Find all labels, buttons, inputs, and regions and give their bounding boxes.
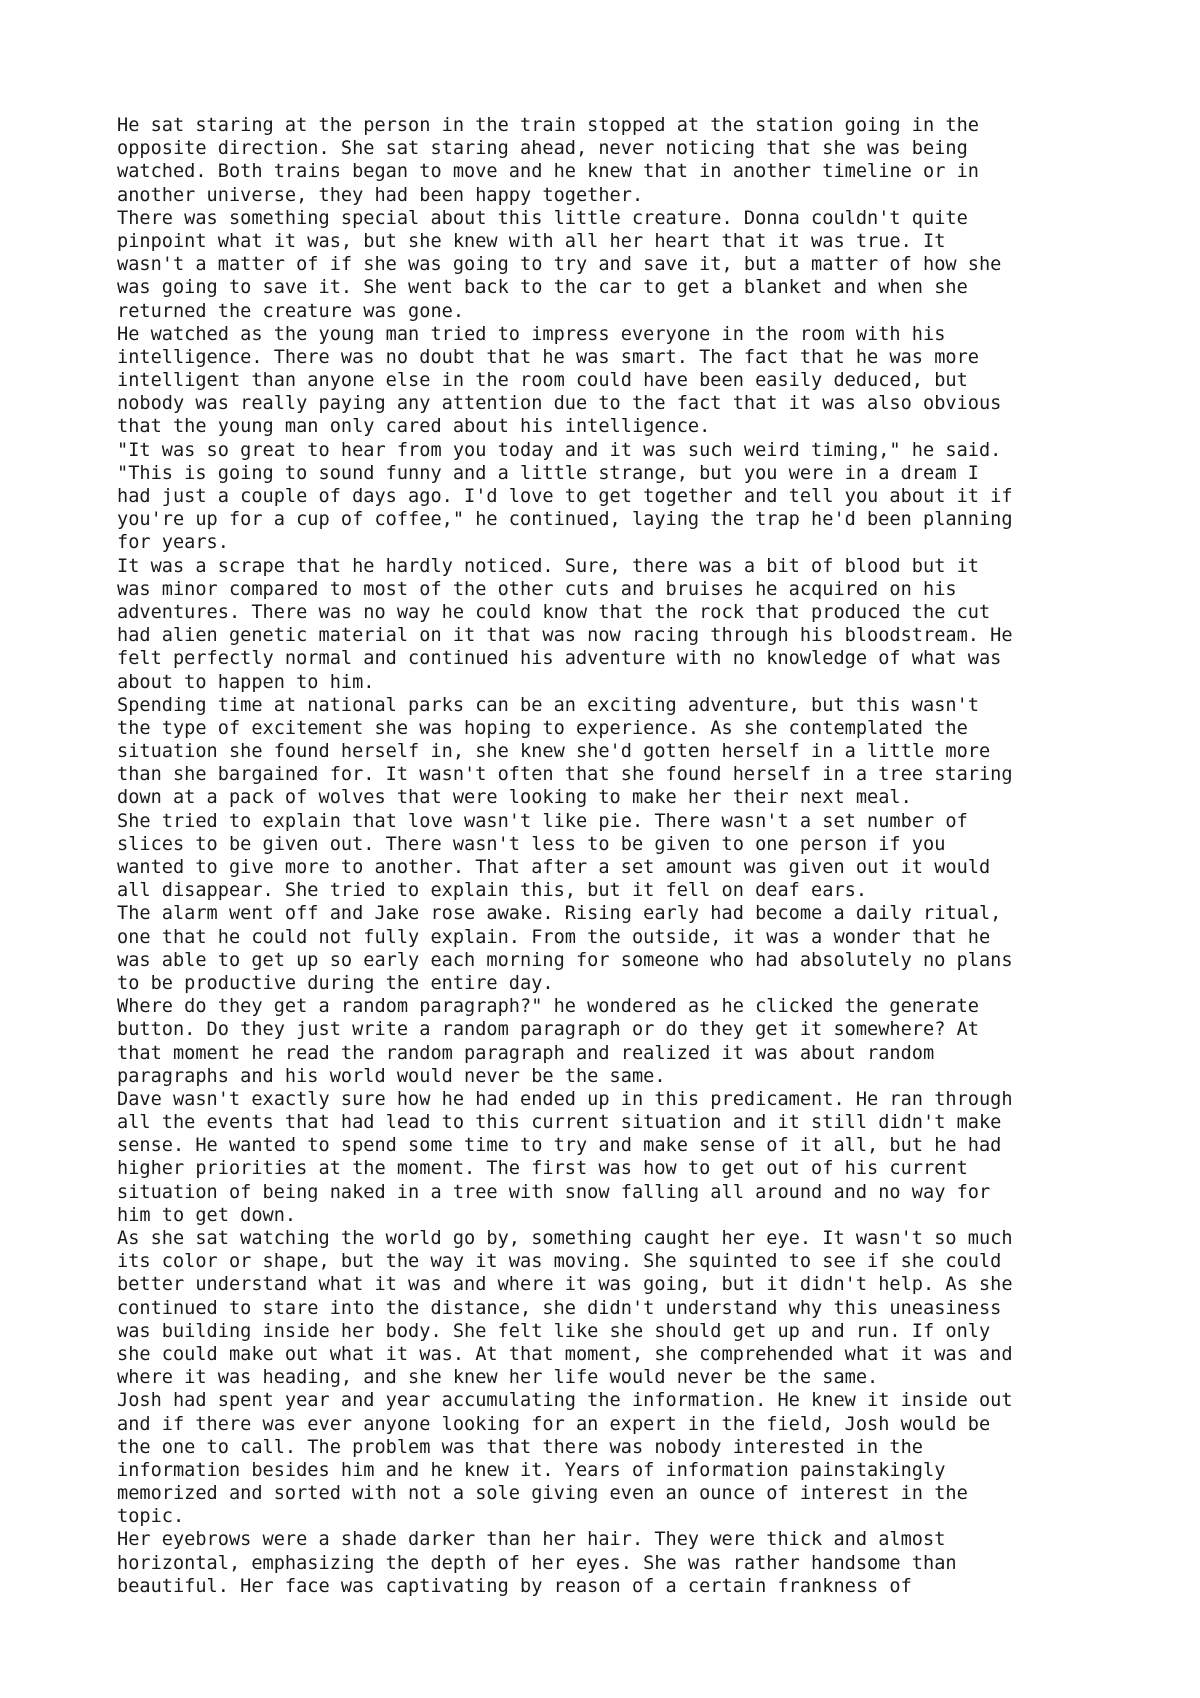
text-line: watched. Both trains began to move and he knew that in another timeline or in bbox=[117, 161, 979, 183]
text-line: continued to stare into the distance, she didn't understand why this uneasiness bbox=[117, 1297, 1002, 1319]
text-line: for years. bbox=[117, 532, 229, 554]
text-line: horizontal, emphasizing the depth of her eyes. She was rather handsome than bbox=[117, 1552, 957, 1574]
text-line: wasn't a matter of if she was going to try and save it, but a matter of how she bbox=[117, 254, 1002, 276]
text-line: than she bargained for. It wasn't often that she found herself in a tree staring bbox=[117, 764, 1013, 786]
text-line: where it was heading, and she knew her life would never be the same. bbox=[117, 1367, 879, 1389]
text-line: It was a scrape that he hardly noticed. Sure, there was a bit of blood but it bbox=[117, 555, 979, 577]
text-line: that moment he read the random paragraph and realized it was about random bbox=[117, 1042, 935, 1064]
text-line: "This is going to sound funny and a little strange, but you were in a dream I bbox=[117, 462, 979, 484]
text-line: one that he could not fully explain. From the outside, it was a wonder that he bbox=[117, 926, 991, 948]
document-text bbox=[117, 114, 1117, 1598]
text-line: all disappear. She tried to explain this, but it fell on deaf ears. bbox=[117, 880, 868, 902]
text-line: intelligence. There was no doubt that he was smart. The fact that he was more bbox=[117, 346, 979, 368]
text-line: opposite direction. She sat staring ahead, never noticing that she was being bbox=[117, 138, 968, 160]
text-line: He watched as the young man tried to impress everyone in the room with his bbox=[117, 323, 946, 345]
text-line: to be productive during the entire day. bbox=[117, 972, 554, 994]
text-line: Her eyebrows were a shade darker than her hair. They were thick and almost bbox=[117, 1529, 946, 1551]
text-line: that the young man only cared about his intelligence. bbox=[117, 416, 711, 438]
text-line: was building inside her body. She felt like she should get up and run. If only bbox=[117, 1320, 991, 1342]
text-line: information besides him and he knew it. Years of information painstakingly bbox=[117, 1459, 946, 1481]
text-line: returned the creature was gone. bbox=[117, 300, 465, 322]
text-line: down at a pack of wolves that were looking to make her their next meal. bbox=[117, 787, 912, 809]
text-line: paragraphs and his world would never be the same. bbox=[117, 1065, 666, 1087]
text-line: Spending time at national parks can be an exciting adventure, but this wasn't bbox=[117, 694, 979, 716]
text-line: button. Do they just write a random paragraph or do they get it somewhere? At bbox=[117, 1019, 979, 1041]
text-line: all the events that had lead to this current situation and it still didn't make bbox=[117, 1112, 1002, 1134]
text-line: the type of excitement she was hoping to experience. As she contemplated the bbox=[117, 717, 968, 739]
text-line: him to get down. bbox=[117, 1204, 297, 1226]
text-line: adventures. There was no way he could know that the rock that produced the cut bbox=[117, 601, 991, 623]
text-line: memorized and sorted with not a sole giving even an ounce of interest in the bbox=[117, 1483, 968, 1505]
text-line: topic. bbox=[117, 1506, 185, 1528]
text-line: was minor compared to most of the other cuts and bruises he acquired on his bbox=[117, 578, 957, 600]
text-line: The alarm went off and Jake rose awake. Rising early had become a daily ritual, bbox=[117, 903, 1002, 925]
text-line: As she sat watching the world go by, something caught her eye. It wasn't so much bbox=[117, 1228, 1013, 1249]
text-line: its color or shape, but the way it was moving. She squinted to see if she could bbox=[117, 1251, 1002, 1273]
text-line: She tried to explain that love wasn't like pie. There wasn't a set number of bbox=[117, 810, 968, 832]
text-line: Josh had spent year and year accumulating the information. He knew it inside out bbox=[117, 1390, 1013, 1412]
text-line: situation she found herself in, she knew she'd gotten herself in a little more bbox=[117, 741, 991, 763]
text-line: pinpoint what it was, but she knew with all her heart that it was true. It bbox=[117, 230, 946, 252]
text-line: higher priorities at the moment. The first was how to get out of his current bbox=[117, 1158, 968, 1180]
text-line: was going to save it. She went back to the car to get a blanket and when she bbox=[117, 277, 968, 299]
text-line: situation of being naked in a tree with snow falling all around and no way for bbox=[117, 1181, 991, 1203]
text-line: slices to be given out. There wasn't less to be given to one person if you bbox=[117, 833, 946, 855]
text-line: nobody was really paying any attention due to the fact that it was also obvious bbox=[117, 393, 1002, 415]
text-line: wanted to give more to another. That after a set amount was given out it would bbox=[117, 857, 991, 878]
text-line: had just a couple of days ago. I'd love to get together and tell you about it if bbox=[117, 486, 1013, 507]
text-line: Dave wasn't exactly sure how he had ended up in this predicament. He ran through bbox=[117, 1088, 1013, 1110]
text-line: you're up for a cup of coffee," he continued, laying the trap he'd been planning bbox=[117, 509, 1013, 531]
text-line: There was something special about this little creature. Donna couldn't quite bbox=[117, 207, 968, 229]
text-line: Where do they get a random paragraph?" he wondered as he clicked the generate bbox=[117, 996, 979, 1018]
text-line: the one to call. The problem was that there was nobody interested in the bbox=[117, 1436, 923, 1458]
text-line: beautiful. Her face was captivating by reason of a certain frankness of bbox=[117, 1575, 912, 1597]
text-line: about to happen to him. bbox=[117, 671, 375, 693]
text-line: was able to get up so early each morning for someone who had absolutely no plans bbox=[117, 949, 1013, 971]
text-line: "It was so great to hear from you today and it was such weird timing," he said. bbox=[117, 439, 1002, 461]
text-line: she could make out what it was. At that moment, she comprehended what it was and bbox=[117, 1343, 1013, 1365]
text-line: another universe, they had been happy together. bbox=[117, 184, 644, 206]
text-line: felt perfectly normal and continued his adventure with no knowledge of what was bbox=[117, 648, 1002, 670]
text-line: had alien genetic material on it that was now racing through his bloodstream. He bbox=[117, 625, 1013, 647]
text-line: sense. He wanted to spend some time to try and make sense of it all, but he had bbox=[117, 1135, 1002, 1157]
text-line: He sat staring at the person in the train stopped at the station going in the bbox=[117, 115, 979, 136]
text-line: and if there was ever anyone looking for an expert in the field, Josh would be bbox=[117, 1413, 991, 1435]
text-line: intelligent than anyone else in the room could have been easily deduced, but bbox=[117, 370, 968, 392]
text-line: better understand what it was and where it was going, but it didn't help. As she bbox=[117, 1274, 1013, 1296]
